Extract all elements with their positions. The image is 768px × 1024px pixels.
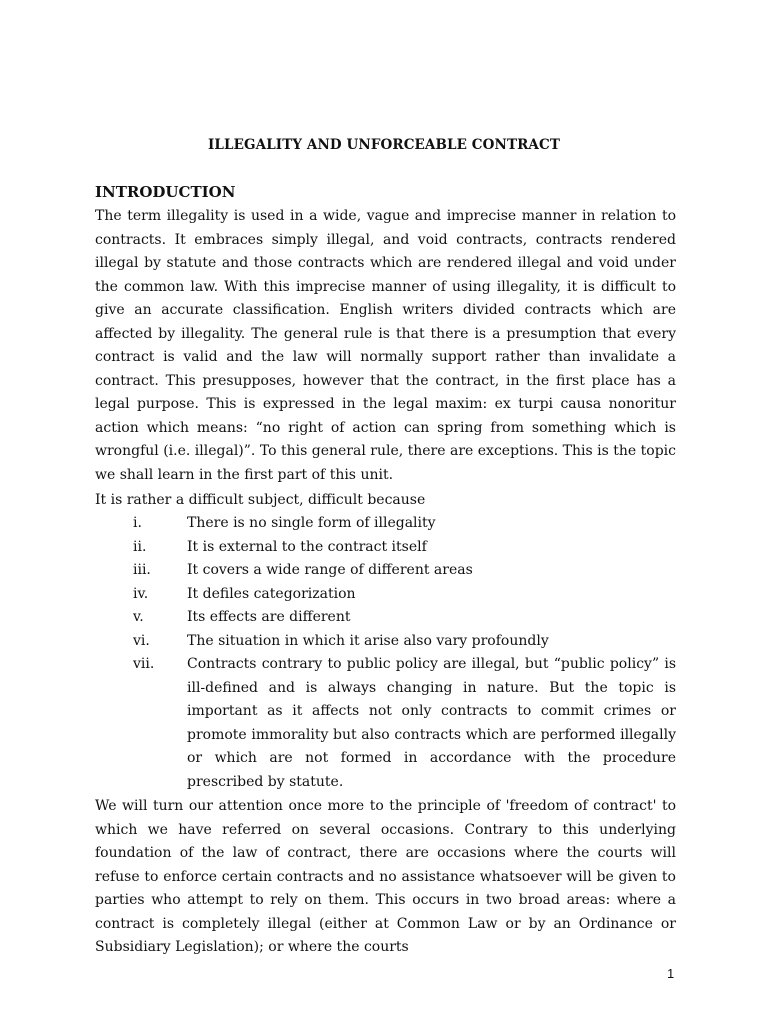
paragraph-freedom-of-contract: We will turn our attention once more to the principle of 'freedom of contract' to which we have referred on several occasions. Contrary to this underlying foundation of the law of contract, there are occasions where the courts will refuse to enforce certain contracts and no assistance whatsoever will be given to parties who attempt to rely on them. This occurs in two broad areas: where a contract is completely illegal (either at Common Law or by an Ordinance or Subsidiary Legislation); or where the courts — [95, 798, 676, 955]
list-item-text: It is external to the contract itself — [187, 538, 427, 555]
list-item-number: iv. — [133, 585, 149, 602]
list-item — [95, 583, 676, 607]
paragraph-difficult-subject: It is rather a difficult subject, difficult because — [95, 492, 426, 508]
list-item — [95, 630, 676, 654]
list-item-number: v. — [133, 609, 144, 625]
list-item-number: ii. — [133, 538, 147, 555]
document-title: ILLEGALITY AND UNFORCEABLE CONTRACT — [208, 137, 560, 153]
list-item — [95, 512, 676, 536]
list-item-text: It covers a wide range of different areas — [187, 562, 473, 578]
reasons-list — [95, 512, 676, 794]
list-item-text: It defiles categorization — [187, 585, 356, 602]
paragraph-introduction: The term illegality is used in a wide, vague and imprecise manner in relation to contracts. It embraces simply illegal, and void contracts, contracts rendered illegal by statute and those contracts which are rendered illegal and void under the common law. With this imprecise manner of using illegality, it is difficult to give an accurate classification. English writers divided contracts which are affected by illegality. The general rule is that there is a presumption that every contract is valid and the law will normally support rather than invalidate a contract. This presupposes, however that the contract, in the first place has a legal purpose. This is expressed in the legal maxim: ex turpi causa nonoritur action which means: “no right of action can spring from something which is wrongful (i.e. illegal)”. To this general rule, there are exceptions. This is the topic we shall learn in the first part of this unit. — [95, 208, 676, 483]
list-item — [95, 559, 676, 583]
list-item-text: The situation in which it arise also vary profoundly — [187, 632, 549, 649]
list-item-number: vii. — [133, 656, 155, 672]
list-item — [95, 536, 676, 560]
list-item-text: Contracts contrary to public policy are illegal, but “public policy” is ill-defined and is always changing in nature. But the topic is important as it affects not only contracts to commit crimes or promote immorality but also contracts which are performed illegally or which are not formed in accordance with the procedure prescribed by statute. — [187, 656, 676, 790]
list-item-text: Its effects are different — [187, 609, 351, 625]
list-item-number: i. — [133, 515, 142, 531]
list-item-text: There is no single form of illegality — [187, 515, 436, 531]
section-heading: INTRODUCTION — [95, 183, 236, 201]
list-item — [95, 653, 676, 794]
list-item — [95, 606, 676, 630]
list-item-number: vi. — [133, 632, 150, 649]
page-number: 1 — [667, 966, 675, 981]
list-item-number: iii. — [133, 562, 151, 578]
